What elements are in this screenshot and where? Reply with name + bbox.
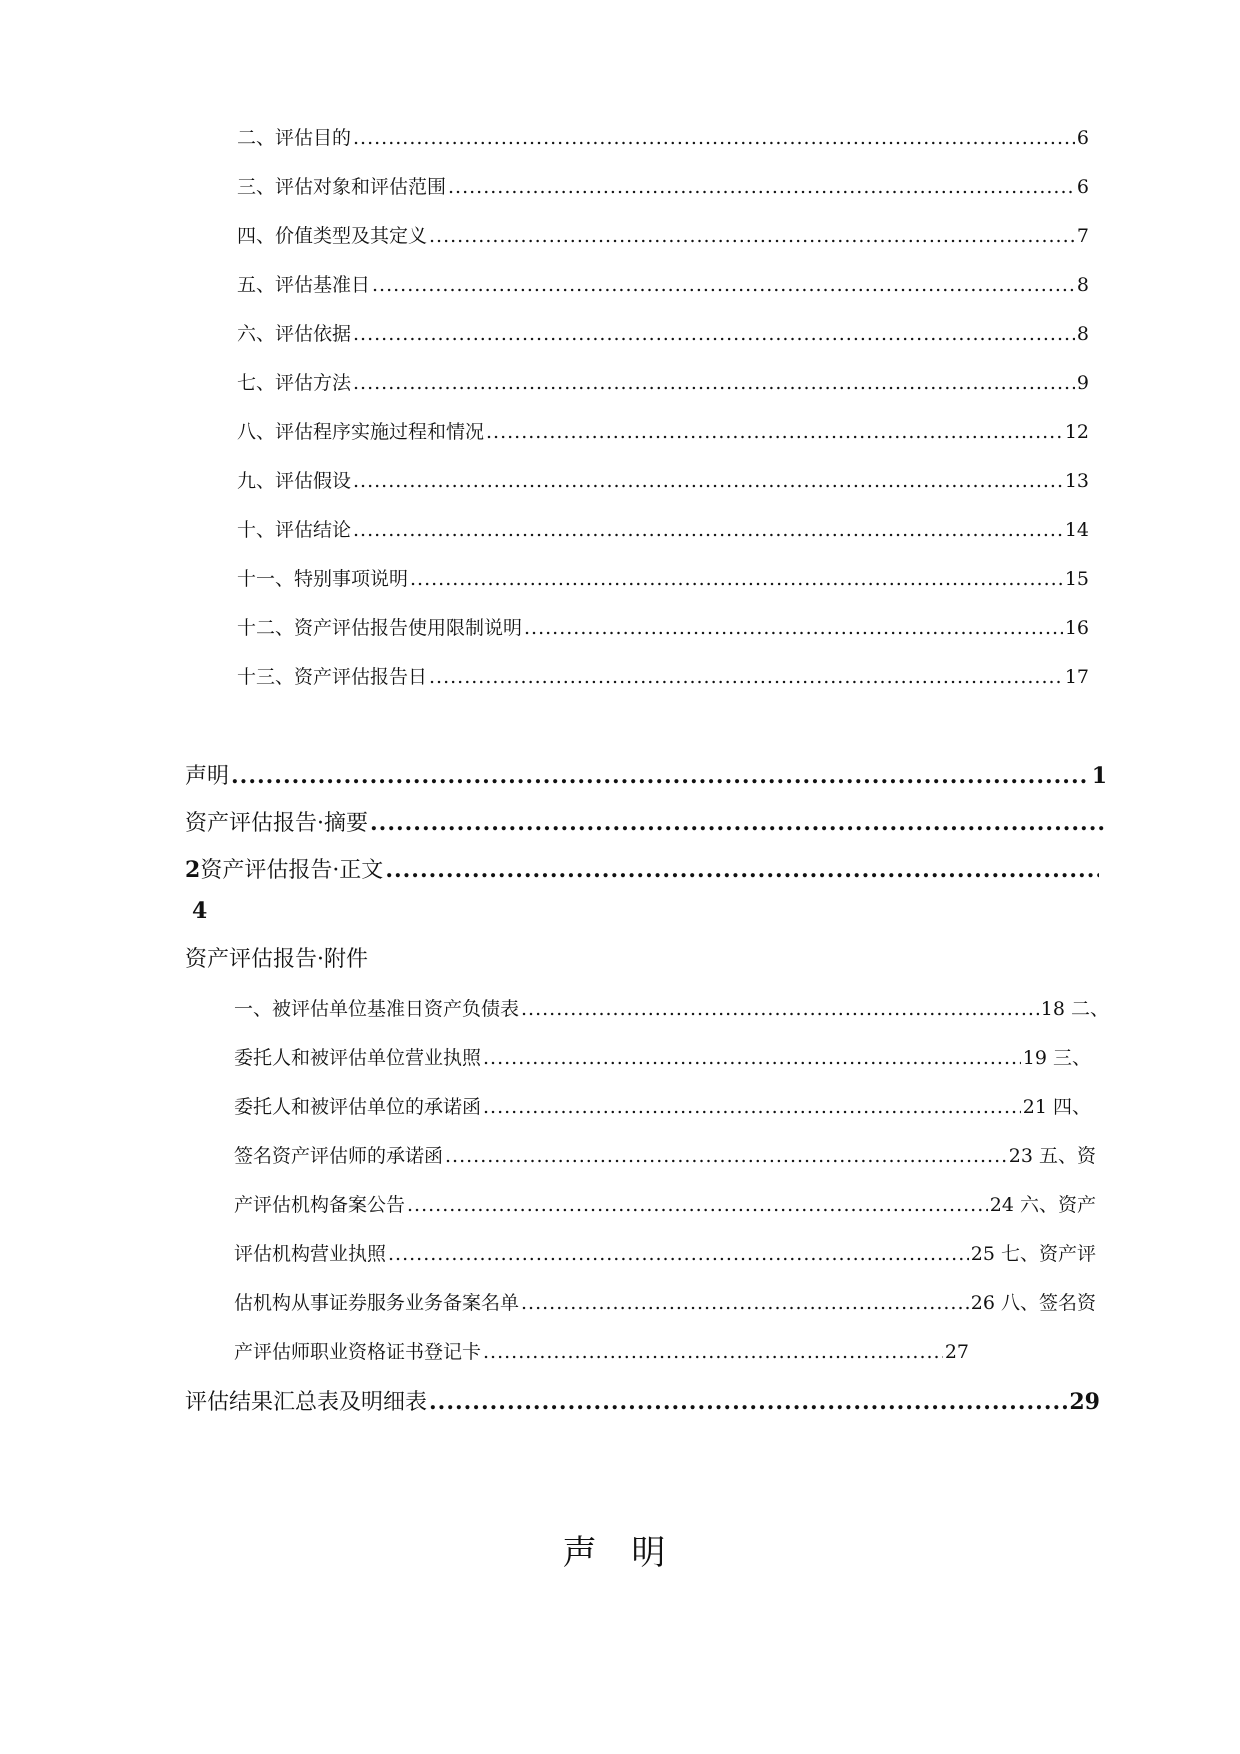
toc-entry[interactable] (237, 515, 1089, 545)
dot-leader (483, 1047, 1021, 1069)
dot-leader (521, 998, 1039, 1020)
attachment-text: 估机构从事证券服务业务备案名单 (234, 1292, 520, 1314)
dot-leader (483, 1341, 943, 1363)
attachment-tail: 27 (944, 1341, 969, 1363)
dot-leader (521, 1292, 969, 1314)
toc-entry-label: 八、评估程序实施过程和情况 (237, 421, 485, 443)
toc-entry[interactable] (237, 613, 1089, 643)
attachment-text: 评估机构营业执照 (234, 1243, 387, 1265)
toc-entry[interactable] (237, 221, 1089, 251)
toc-entry[interactable] (237, 270, 1089, 300)
toc-entry-page: 7 (1076, 225, 1089, 247)
dot-leader (429, 1389, 1067, 1415)
attachment-line[interactable] (234, 1141, 1096, 1171)
attachment-line[interactable] (234, 994, 1109, 1024)
dot-leader (483, 1096, 1021, 1118)
toc-entry[interactable] (237, 368, 1089, 398)
toc-entry-label: 十、评估结论 (237, 519, 352, 541)
toc-entry[interactable] (237, 564, 1089, 594)
dot-leader (486, 421, 1063, 443)
toc-main-statement[interactable] (185, 759, 1107, 791)
attachment-text: 产评估机构备案公告 (234, 1194, 406, 1216)
toc-entry-label: 十三、资产评估报告日 (237, 666, 428, 688)
attachment-tail: 21 四、 (1022, 1096, 1091, 1118)
toc-entry-page: 13 (1064, 470, 1089, 492)
toc-entry-label: 七、评估方法 (237, 372, 352, 394)
dot-leader (370, 810, 1105, 836)
toc-entry[interactable] (237, 417, 1089, 447)
dot-leader (353, 372, 1075, 394)
toc-main-summary[interactable] (185, 806, 1107, 838)
toc-entry[interactable] (237, 466, 1089, 496)
toc-main-page: 29 (1069, 1389, 1100, 1415)
toc-entry-page: 12 (1064, 421, 1089, 443)
toc-entry-page: 15 (1064, 568, 1089, 590)
toc-entry-label: 六、评估依据 (237, 323, 352, 345)
attachment-line[interactable] (234, 1190, 1096, 1220)
toc-entry[interactable] (237, 662, 1089, 692)
attachment-text: 一、被评估单位基准日资产负债表 (234, 998, 520, 1020)
dot-leader (353, 470, 1063, 492)
toc-entry-page: 8 (1076, 274, 1089, 296)
dot-leader (353, 127, 1075, 149)
attachment-text: 产评估师职业资格证书登记卡 (234, 1341, 482, 1363)
dot-leader (410, 568, 1063, 590)
toc-entry-label: 二、评估目的 (237, 127, 352, 149)
attachment-tail: 19 三、 (1022, 1047, 1091, 1069)
toc-entry-page: 9 (1076, 372, 1089, 394)
dot-leader (231, 763, 1090, 789)
dot-leader (445, 1145, 1007, 1167)
toc-main-label: 声明 (185, 764, 230, 789)
toc-entry-label: 十二、资产评估报告使用限制说明 (237, 617, 523, 639)
toc-main-label: 评估结果汇总表及明细表 (185, 1390, 428, 1415)
toc-entry-label: 十一、特别事项说明 (237, 568, 409, 590)
toc-main-page: 2 (185, 857, 201, 883)
toc-main-body-page: 4 (192, 898, 208, 924)
toc-main-page: 1 (1091, 763, 1107, 789)
toc-main-results[interactable] (185, 1385, 1100, 1417)
toc-entry-page: 6 (1076, 127, 1089, 149)
toc-entry-label: 五、评估基准日 (237, 274, 371, 296)
attachment-line[interactable] (234, 1288, 1096, 1318)
dot-leader (429, 666, 1063, 688)
dot-leader (372, 274, 1075, 296)
toc-entry[interactable] (237, 172, 1089, 202)
toc-entry-page: 16 (1064, 617, 1089, 639)
attachment-line[interactable] (234, 1337, 969, 1367)
attachment-tail: 24 六、资产 (989, 1194, 1096, 1216)
attachment-tail: 23 五、资 (1008, 1145, 1096, 1167)
attachment-line[interactable] (234, 1043, 1091, 1073)
dot-leader (407, 1194, 988, 1216)
attachment-text: 签名资产评估师的承诺函 (234, 1145, 444, 1167)
toc-entry[interactable] (237, 319, 1089, 349)
toc-entry-page: 14 (1064, 519, 1089, 541)
dot-leader (385, 857, 1099, 883)
dot-leader (524, 617, 1063, 639)
section-title: 声 明 (562, 1533, 678, 1573)
toc-main-attachments-heading[interactable]: 资产评估报告·附件 (185, 947, 368, 972)
toc-entry-label: 三、评估对象和评估范围 (237, 176, 447, 198)
attachment-line[interactable] (234, 1239, 1096, 1269)
toc-entry-label: 九、评估假设 (237, 470, 352, 492)
attachment-tail: 25 七、资产评 (970, 1243, 1096, 1265)
toc-entry-label: 四、价值类型及其定义 (237, 225, 428, 247)
toc-entry[interactable] (237, 123, 1089, 153)
dot-leader (448, 176, 1075, 198)
attachment-text: 委托人和被评估单位营业执照 (234, 1047, 482, 1069)
toc-entry-page: 17 (1064, 666, 1089, 688)
attachment-tail: 18 二、 (1040, 998, 1109, 1020)
dot-leader (429, 225, 1075, 247)
attachment-tail: 26 八、签名资 (970, 1292, 1096, 1314)
attachment-line[interactable] (234, 1092, 1091, 1122)
toc-main-label: 资产评估报告·正文 (200, 858, 384, 883)
dot-leader (353, 323, 1075, 345)
toc-entry-page: 8 (1076, 323, 1089, 345)
toc-main-body[interactable] (185, 853, 1101, 885)
attachment-text: 委托人和被评估单位的承诺函 (234, 1096, 482, 1118)
toc-entry-page: 6 (1076, 176, 1089, 198)
dot-leader (388, 1243, 969, 1265)
toc-main-label: 资产评估报告·摘要 (185, 811, 368, 836)
dot-leader (353, 519, 1063, 541)
